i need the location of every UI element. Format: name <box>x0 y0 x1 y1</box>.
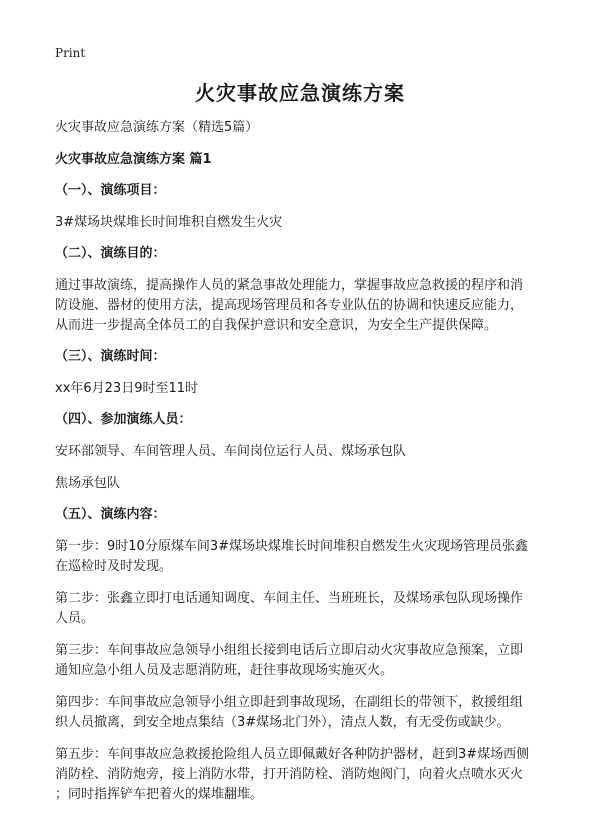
step-3 <box>55 641 555 681</box>
section-text-purpose <box>55 276 555 336</box>
part-heading: 火灾事故应急演练方案 篇1 <box>55 152 212 167</box>
step-line: 通知应急小组人员及志愿消防班，赶往事故现场实施灭火。 <box>55 663 394 678</box>
section-heading-time: （三）、演练时间： <box>55 349 166 364</box>
section-heading-purpose: （二）、演练目的： <box>55 246 166 261</box>
step-line: 第四步：车间事故应急领导小组立即赶到事故现场，在副组长的带领下，救援组组 <box>55 695 524 710</box>
section-heading-project: （一）、演练项目： <box>55 183 166 198</box>
step-line: 第三步：车间事故应急领导小组组长接到电话后立即启动火灾事故应急预案，立即 <box>55 643 524 658</box>
step-line: 第一步：9时10分原煤车间3#煤场块煤堆长时间堆积自燃发生火灾现场管理员张鑫 <box>55 539 528 554</box>
step-line: 消防栓、消防炮旁，接上消防水带，打开消防栓、消防炮阀门，向着火点喷水灭火 <box>55 767 524 782</box>
document-title: 火灾事故应急演练方案 <box>195 81 405 105</box>
section-heading-participants: （四）、参加演练人员： <box>55 412 192 427</box>
section-text-participants-extra: 焦场承包队 <box>55 476 121 491</box>
purpose-line: 通过事故演练，提高操作人员的紧急事故处理能力，掌握事故应急救援的程序和消 <box>55 278 524 293</box>
purpose-line: 防设施、器材的使用方法，提高现场管理员和各专业队伍的协调和快速反应能力， <box>55 298 524 313</box>
print-link[interactable]: Print <box>55 46 86 60</box>
step-line: 人员。 <box>55 611 95 626</box>
step-line: ；同时指挥铲车把着火的煤堆翻堆。 <box>55 787 264 802</box>
step-5 <box>55 745 555 805</box>
step-2 <box>55 589 555 629</box>
section-text-time: xx年6月23日9时至11时 <box>55 381 199 396</box>
step-line: 第二步：张鑫立即打电话通知调度、车间主任、当班班长，及煤场承包队现场操作 <box>55 591 524 606</box>
step-line: 织人员撤离，到安全地点集结（3#煤场北门外），清点人数，有无受伤或缺少。 <box>55 715 510 730</box>
document-body <box>55 118 555 805</box>
step-line: 在巡检时及时发现。 <box>55 559 173 574</box>
step-line: 第五步：车间事故应急救援抢险组人员立即佩戴好各种防护器材，赶到3#煤场西侧 <box>55 747 530 762</box>
step-4 <box>55 693 555 733</box>
section-text-project: 3#煤场块煤堆长时间堆积自燃发生火灾 <box>55 215 283 230</box>
step-1 <box>55 537 555 577</box>
section-text-participants: 安环部领导、车间管理人员、车间岗位运行人员、煤场承包队 <box>55 444 407 459</box>
purpose-line: 从而进一步提高全体员工的自我保护意识和安全意识，为安全生产提供保障。 <box>55 318 498 333</box>
section-heading-content: （五）、演练内容： <box>55 507 166 522</box>
document-subtitle: 火灾事故应急演练方案（精选5篇） <box>55 120 259 135</box>
